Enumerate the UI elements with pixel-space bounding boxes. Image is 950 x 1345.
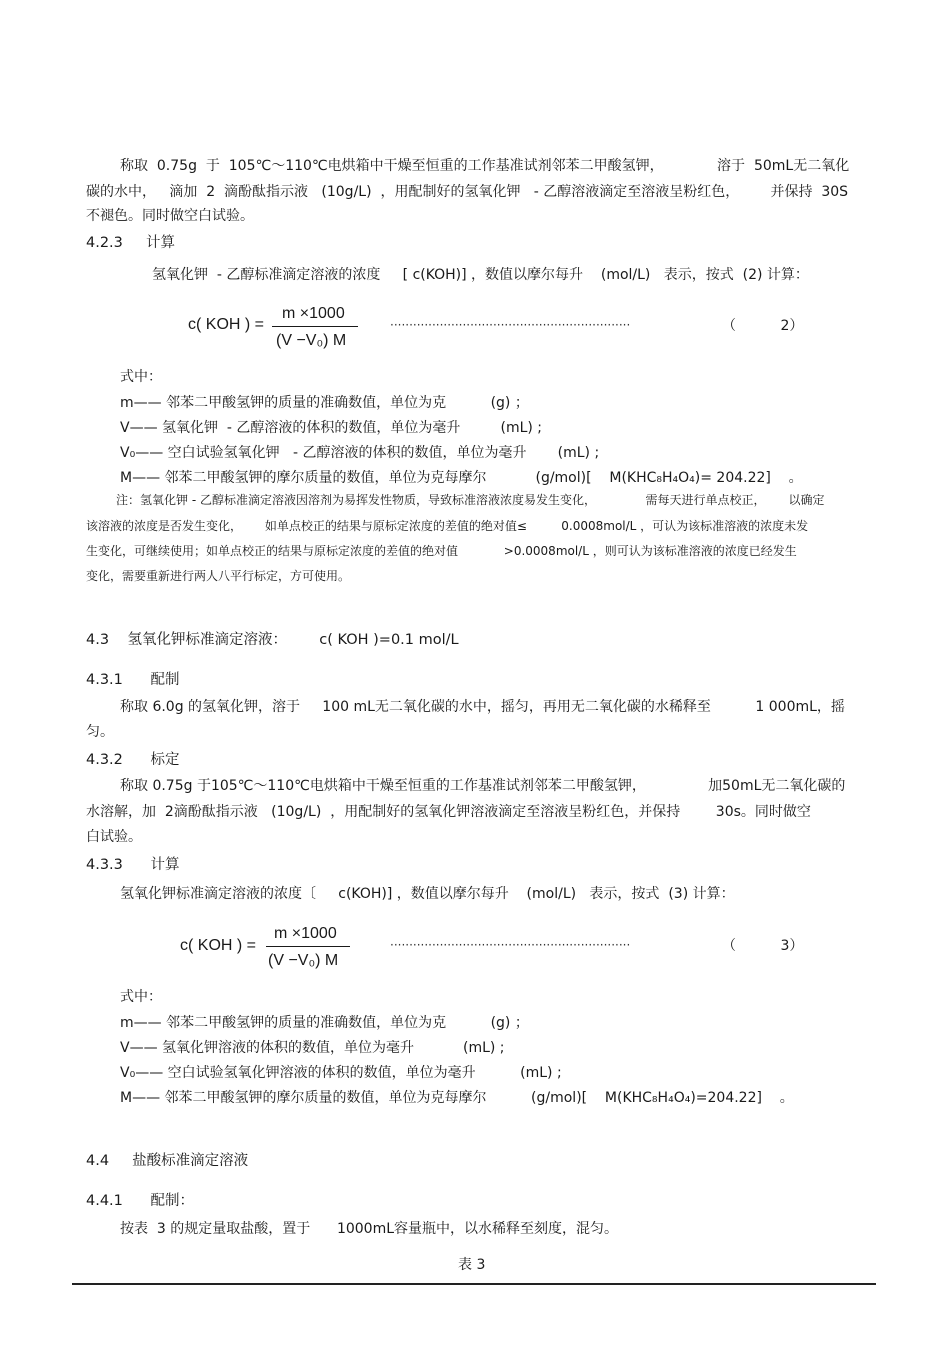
formula-denominator: (V −V₀) M xyxy=(276,332,347,349)
paragraph-line: 按表 3 的规定量取盐酸，置于 1000mL容量瓶中，以水稀释至刻度，混匀。 xyxy=(120,1221,619,1237)
paragraph-line: 碳的水中， 滴加 2 滴酚酞指示液 (10g/L) ，用配制好的氢氧化钾 - 乙醇溶液滴定至溶液呈粉红色， 并保持 30S xyxy=(86,184,849,200)
where-label: 式中： xyxy=(120,369,162,385)
definition-line: m—— 邻苯二甲酸氢钾的质量的准确数值，单位为克 (g) ； xyxy=(120,1015,529,1031)
paragraph-line: 氢氧化钾 - 乙醇标准滴定溶液的浓度 [ c(KOH)] ，数值以摩尔每升 (mol/L) 表示，按式 (2) 计算： xyxy=(152,267,809,283)
definition-line: m—— 邻苯二甲酸氢钾的质量的准确数值，单位为克 (g) ； xyxy=(120,395,529,411)
definition-line: M—— 邻苯二甲酸氢钾的摩尔质量的数值，单位为克每摩尔 (g/mol)[ M(KHC₈H₄O₄)=204.22] 。 xyxy=(120,1090,794,1106)
note-line: 变化，需要重新进行两人八平行标定，方可使用。 xyxy=(86,569,351,583)
formula-numerator: m ×1000 xyxy=(282,305,345,322)
note-line: 生变化，可继续使用；如单点校正的结果与原标定浓度的差值的绝对值 >0.0008mol/L ，则可认为该标准溶液的浓度已经发生 xyxy=(86,544,797,558)
paragraph-line: 不褪色。同时做空白试验。 xyxy=(86,208,254,224)
paragraph-line: 水溶解，加 2滴酚酞指示液 (10g/L) ，用配制好的氢氧化钾溶液滴定至溶液呈粉红色，并保持 30s。同时做空 xyxy=(86,804,811,820)
table-top-rule xyxy=(72,1283,876,1285)
where-label: 式中： xyxy=(120,989,162,1005)
paragraph-line: 称取 0.75g 于105℃～110℃电烘箱中干燥至恒重的工作基准试剂邻苯二甲酸氢钾， 加50mL无二氧化碳的 xyxy=(120,778,846,794)
table-caption: 表 3 xyxy=(458,1257,486,1273)
subsection-heading: 4.3.2 标定 xyxy=(86,752,180,768)
formula-lhs: c( KOH ) = xyxy=(188,316,265,333)
leader-dots: ······························································· xyxy=(390,938,631,952)
formula-denominator: (V −V₀) M xyxy=(268,952,339,969)
definition-line: V—— 氢氧化钾溶液的体积的数值，单位为毫升 (mL) ; xyxy=(120,1040,505,1056)
subsection-heading: 4.3.1 配制 xyxy=(86,672,180,688)
paragraph-line: 称取 6.0g 的氢氧化钾，溶于 100 mL无二氧化碳的水中，摇匀，再用无二氧化碳的水稀释至 1 000mL，摇 xyxy=(120,699,845,715)
paragraph-line: 白试验。 xyxy=(86,829,142,845)
formula-lhs: c( KOH ) = xyxy=(180,937,257,954)
definition-line: M—— 邻苯二甲酸氢钾的摩尔质量的数值，单位为克每摩尔 (g/mol)[ M(KHC₈H₄O₄)= 204.22] 。 xyxy=(120,470,803,486)
equation-number: （ 3） xyxy=(722,938,804,954)
formula-numerator: m ×1000 xyxy=(274,925,337,942)
definition-line: V₀—— 空白试验氢氧化钾 - 乙醇溶液的体积的数值，单位为毫升 (mL) ; xyxy=(120,445,600,461)
section-number: 4.2.3 xyxy=(86,235,123,251)
fraction-bar xyxy=(272,326,358,327)
section-heading: 4.3 氢氧化钾标准滴定溶液： c( KOH )=0.1 mol/L xyxy=(86,632,459,648)
subsection-heading: 4.3.3 计算 xyxy=(86,857,180,873)
definition-line: V—— 氢氧化钾 - 乙醇溶液的体积的数值，单位为毫升 (mL) ; xyxy=(120,420,543,436)
paragraph-line: 匀。 xyxy=(86,724,114,740)
subsection-heading: 4.4.1 配制： xyxy=(86,1193,195,1209)
paragraph-line: 氢氧化钾标准滴定溶液的浓度〔 c(KOH)] ，数值以摩尔每升 (mol/L) 表示，按式 (3) 计算： xyxy=(120,886,735,902)
paragraph-line: 称取 0.75g 于 105℃～110℃电烘箱中干燥至恒重的工作基准试剂邻苯二甲酸氢钾， 溶于 50mL无二氧化 xyxy=(120,158,850,174)
fraction-bar xyxy=(266,946,350,947)
note-line: 注：氢氧化钾 - 乙醇标准滴定溶液因溶剂为易挥发性物质，导致标准溶液浓度易发生变化， 需每天进行单点校正， 以确定 xyxy=(116,493,825,507)
leader-dots: ······························································· xyxy=(390,318,631,332)
equation-number: （ 2） xyxy=(722,318,804,334)
section-heading: 4.4 盐酸标准滴定溶液 xyxy=(86,1153,249,1169)
definition-line: V₀—— 空白试验氢氧化钾溶液的体积的数值，单位为毫升 (mL) ; xyxy=(120,1065,562,1081)
note-line: 该溶液的浓度是否发生变化， 如单点校正的结果与原标定浓度的差值的绝对值≤ 0.0008mol/L ，可认为该标准溶液的浓度未发 xyxy=(86,519,809,533)
section-title: 计算 xyxy=(146,235,175,251)
